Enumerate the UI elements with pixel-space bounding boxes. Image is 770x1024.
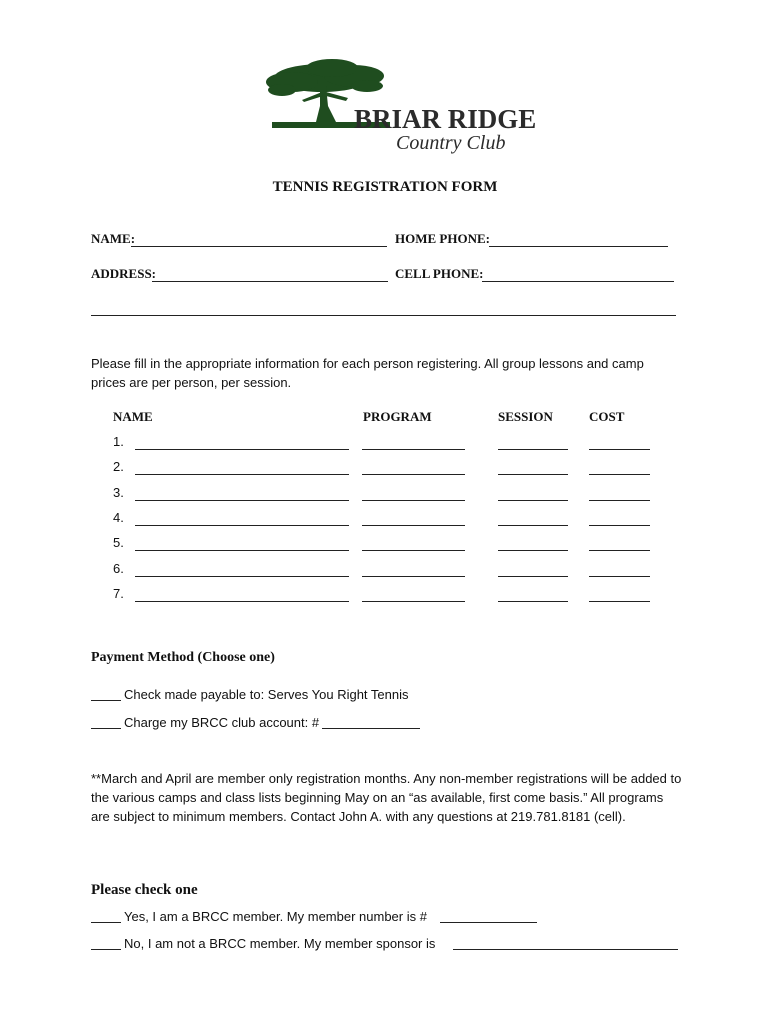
- row-name-field[interactable]: [135, 525, 349, 526]
- member-no-blank[interactable]: [91, 949, 121, 950]
- form-title: TENNIS REGISTRATION FORM: [272, 179, 498, 195]
- row-cost-field[interactable]: [589, 525, 650, 526]
- row-number: 7.: [113, 585, 124, 601]
- row-session-field[interactable]: [498, 474, 568, 475]
- row-program-field[interactable]: [362, 550, 465, 551]
- member-sponsor-field[interactable]: [453, 949, 678, 950]
- row-cost-field[interactable]: [589, 500, 650, 501]
- payment-check-option: Check made payable to: Serves You Right Tennis: [124, 687, 409, 702]
- column-header-cost: COST: [589, 409, 625, 424]
- column-header-session: SESSION: [498, 409, 553, 424]
- club-name: BRIAR RIDGE: [354, 104, 537, 134]
- row-name-field[interactable]: [135, 474, 349, 475]
- row-number: 5.: [113, 535, 124, 551]
- address-label: ADDRESS:: [91, 266, 157, 281]
- row-program-field[interactable]: [362, 449, 465, 450]
- cell-phone-field[interactable]: [482, 281, 674, 282]
- payment-account-option: Charge my BRCC club account: #: [124, 715, 320, 730]
- row-number: 6.: [113, 560, 124, 576]
- home-phone-label: HOME PHONE:: [395, 231, 490, 246]
- club-logo: [262, 56, 537, 160]
- row-program-field[interactable]: [362, 474, 465, 475]
- row-session-field[interactable]: [498, 576, 568, 577]
- member-no-option: No, I am not a BRCC member. My member sponsor is: [124, 936, 436, 951]
- row-cost-field[interactable]: [589, 576, 650, 577]
- member-yes-option: Yes, I am a BRCC member. My member number is #: [124, 909, 427, 924]
- instructions-text: Please fill in the appropriate information for each person registering. All group lessons and camp prices are per person, per session.: [91, 356, 644, 390]
- home-phone-field[interactable]: [489, 246, 668, 247]
- row-name-field[interactable]: [135, 601, 349, 602]
- payment-account-blank[interactable]: [91, 728, 121, 729]
- row-number: 2.: [113, 459, 124, 475]
- row-cost-field[interactable]: [589, 449, 650, 450]
- club-subtitle: Country Club: [396, 132, 506, 154]
- row-session-field[interactable]: [498, 449, 568, 450]
- registration-note: **March and April are member only registration months. Any non-member registrations will be added to the various camps and class lists beginning May on an “as available, first come basis.” All programs are subject to minimum members. Contact John A. with any questions at 219.781.8181 (cell).: [91, 771, 682, 824]
- row-program-field[interactable]: [362, 525, 465, 526]
- row-name-field[interactable]: [135, 500, 349, 501]
- row-name-field[interactable]: [135, 550, 349, 551]
- payment-check-blank[interactable]: [91, 700, 121, 701]
- row-cost-field[interactable]: [589, 601, 650, 602]
- account-number-field[interactable]: [322, 728, 420, 729]
- row-program-field[interactable]: [362, 500, 465, 501]
- column-header-program: PROGRAM: [363, 409, 432, 424]
- row-program-field[interactable]: [362, 601, 465, 602]
- row-name-field[interactable]: [135, 449, 349, 450]
- address-field[interactable]: [152, 281, 388, 282]
- cell-phone-label: CELL PHONE:: [395, 266, 484, 281]
- row-cost-field[interactable]: [589, 474, 650, 475]
- row-number: 1.: [113, 434, 124, 449]
- payment-heading: Payment Method (Choose one): [91, 650, 275, 665]
- row-program-field[interactable]: [362, 576, 465, 577]
- address-line-2-field[interactable]: [91, 315, 676, 316]
- row-session-field[interactable]: [498, 525, 568, 526]
- row-session-field[interactable]: [498, 601, 568, 602]
- row-number: 3.: [113, 484, 124, 500]
- member-yes-blank[interactable]: [91, 922, 121, 923]
- name-field[interactable]: [131, 246, 387, 247]
- member-number-field[interactable]: [440, 922, 537, 923]
- name-label: NAME:: [91, 231, 136, 246]
- column-header-name: NAME: [113, 409, 153, 424]
- row-session-field[interactable]: [498, 500, 568, 501]
- row-cost-field[interactable]: [589, 550, 650, 551]
- row-number: 4.: [113, 509, 124, 525]
- row-session-field[interactable]: [498, 550, 568, 551]
- membership-heading: Please check one: [91, 882, 198, 898]
- row-name-field[interactable]: [135, 576, 349, 577]
